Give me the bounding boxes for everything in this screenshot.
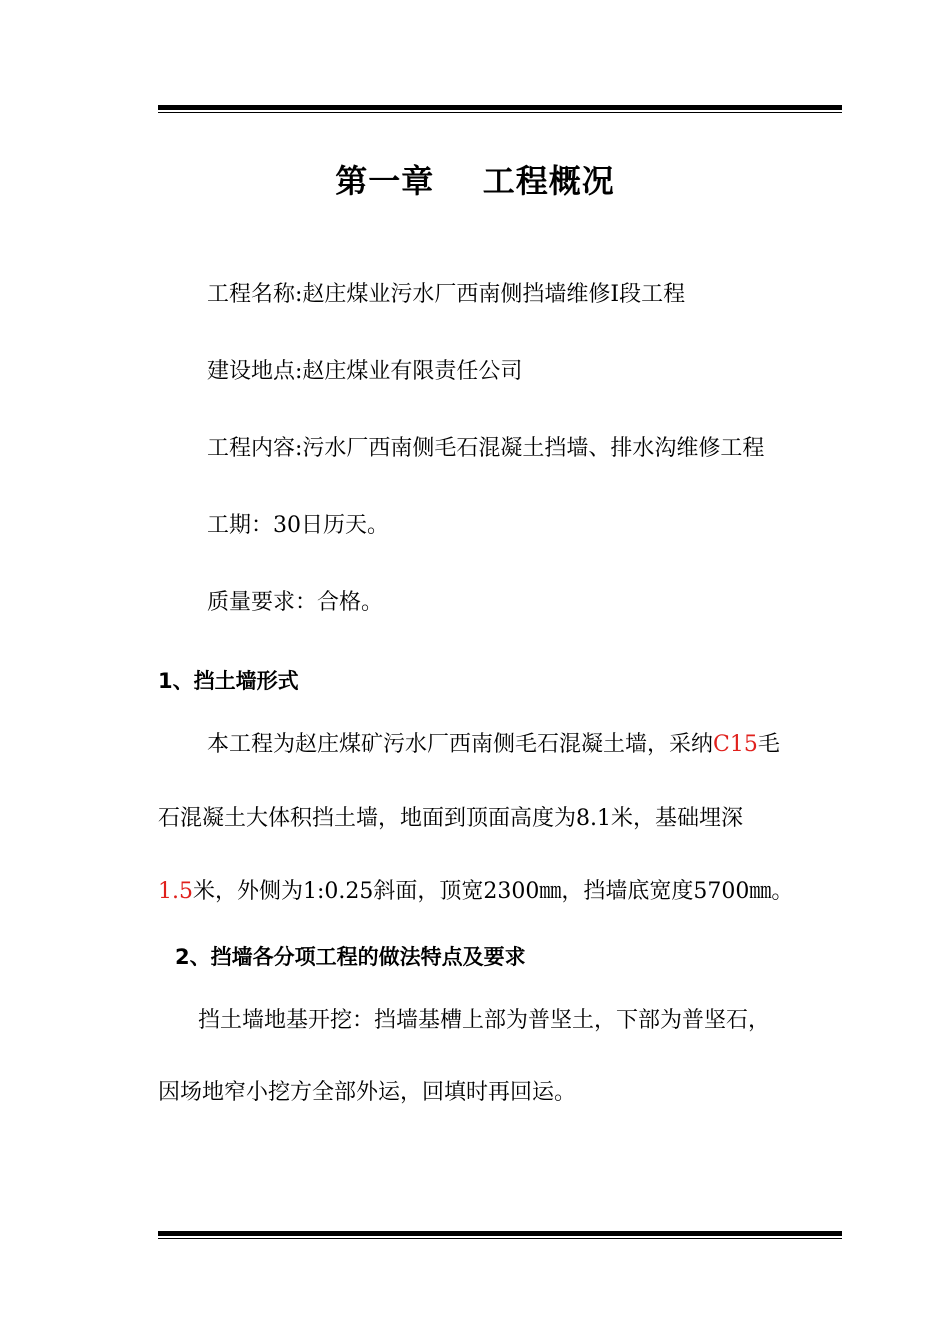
duration-line: 工期：30日历天。 (207, 513, 389, 538)
burial-depth-text: 1.5 (158, 879, 193, 904)
chapter-title: 第一章 工程概况 (335, 162, 615, 200)
quality-line: 质量要求：合格。 (207, 590, 384, 615)
section-1-paragraph-line-2: 石混凝土大体积挡土墙，地面到顶面高度为8.1米，基础埋深 (158, 806, 743, 831)
section-1-paragraph-line-3 (158, 877, 793, 907)
content-line: 工程内容:污水厂西南侧毛石混凝土挡墙、排水沟维修工程 (207, 436, 765, 461)
location-line: 建设地点:赵庄煤业有限责任公司 (207, 359, 523, 384)
project-name-line: 工程名称:赵庄煤业污水厂西南侧挡墙维修Ⅰ段工程 (207, 282, 686, 307)
section-1-heading: 1、挡土墙形式 (158, 669, 299, 693)
section-2-heading: 2、挡墙各分项工程的做法特点及要求 (175, 945, 526, 969)
footer-rule (158, 1231, 842, 1239)
section-1-paragraph-line-1 (207, 730, 780, 760)
header-rule (158, 105, 842, 113)
section-2-paragraph-line-1: 挡土墙地基开挖：挡墙基槽上部为普坚土，下部为普坚石， (198, 1008, 771, 1033)
text-segment: 米，外侧为1:0.25斜面，顶宽2300㎜，挡墙底宽度5700㎜。 (193, 879, 794, 904)
text-segment: 本工程为赵庄煤矿污水厂西南侧毛石混凝土墙，采纳 (207, 732, 714, 757)
section-2-paragraph-line-2: 因场地窄小挖方全部外运，回填时再回运。 (158, 1080, 577, 1105)
concrete-grade-text: C15 (713, 732, 758, 757)
text-segment: 毛 (757, 732, 780, 757)
